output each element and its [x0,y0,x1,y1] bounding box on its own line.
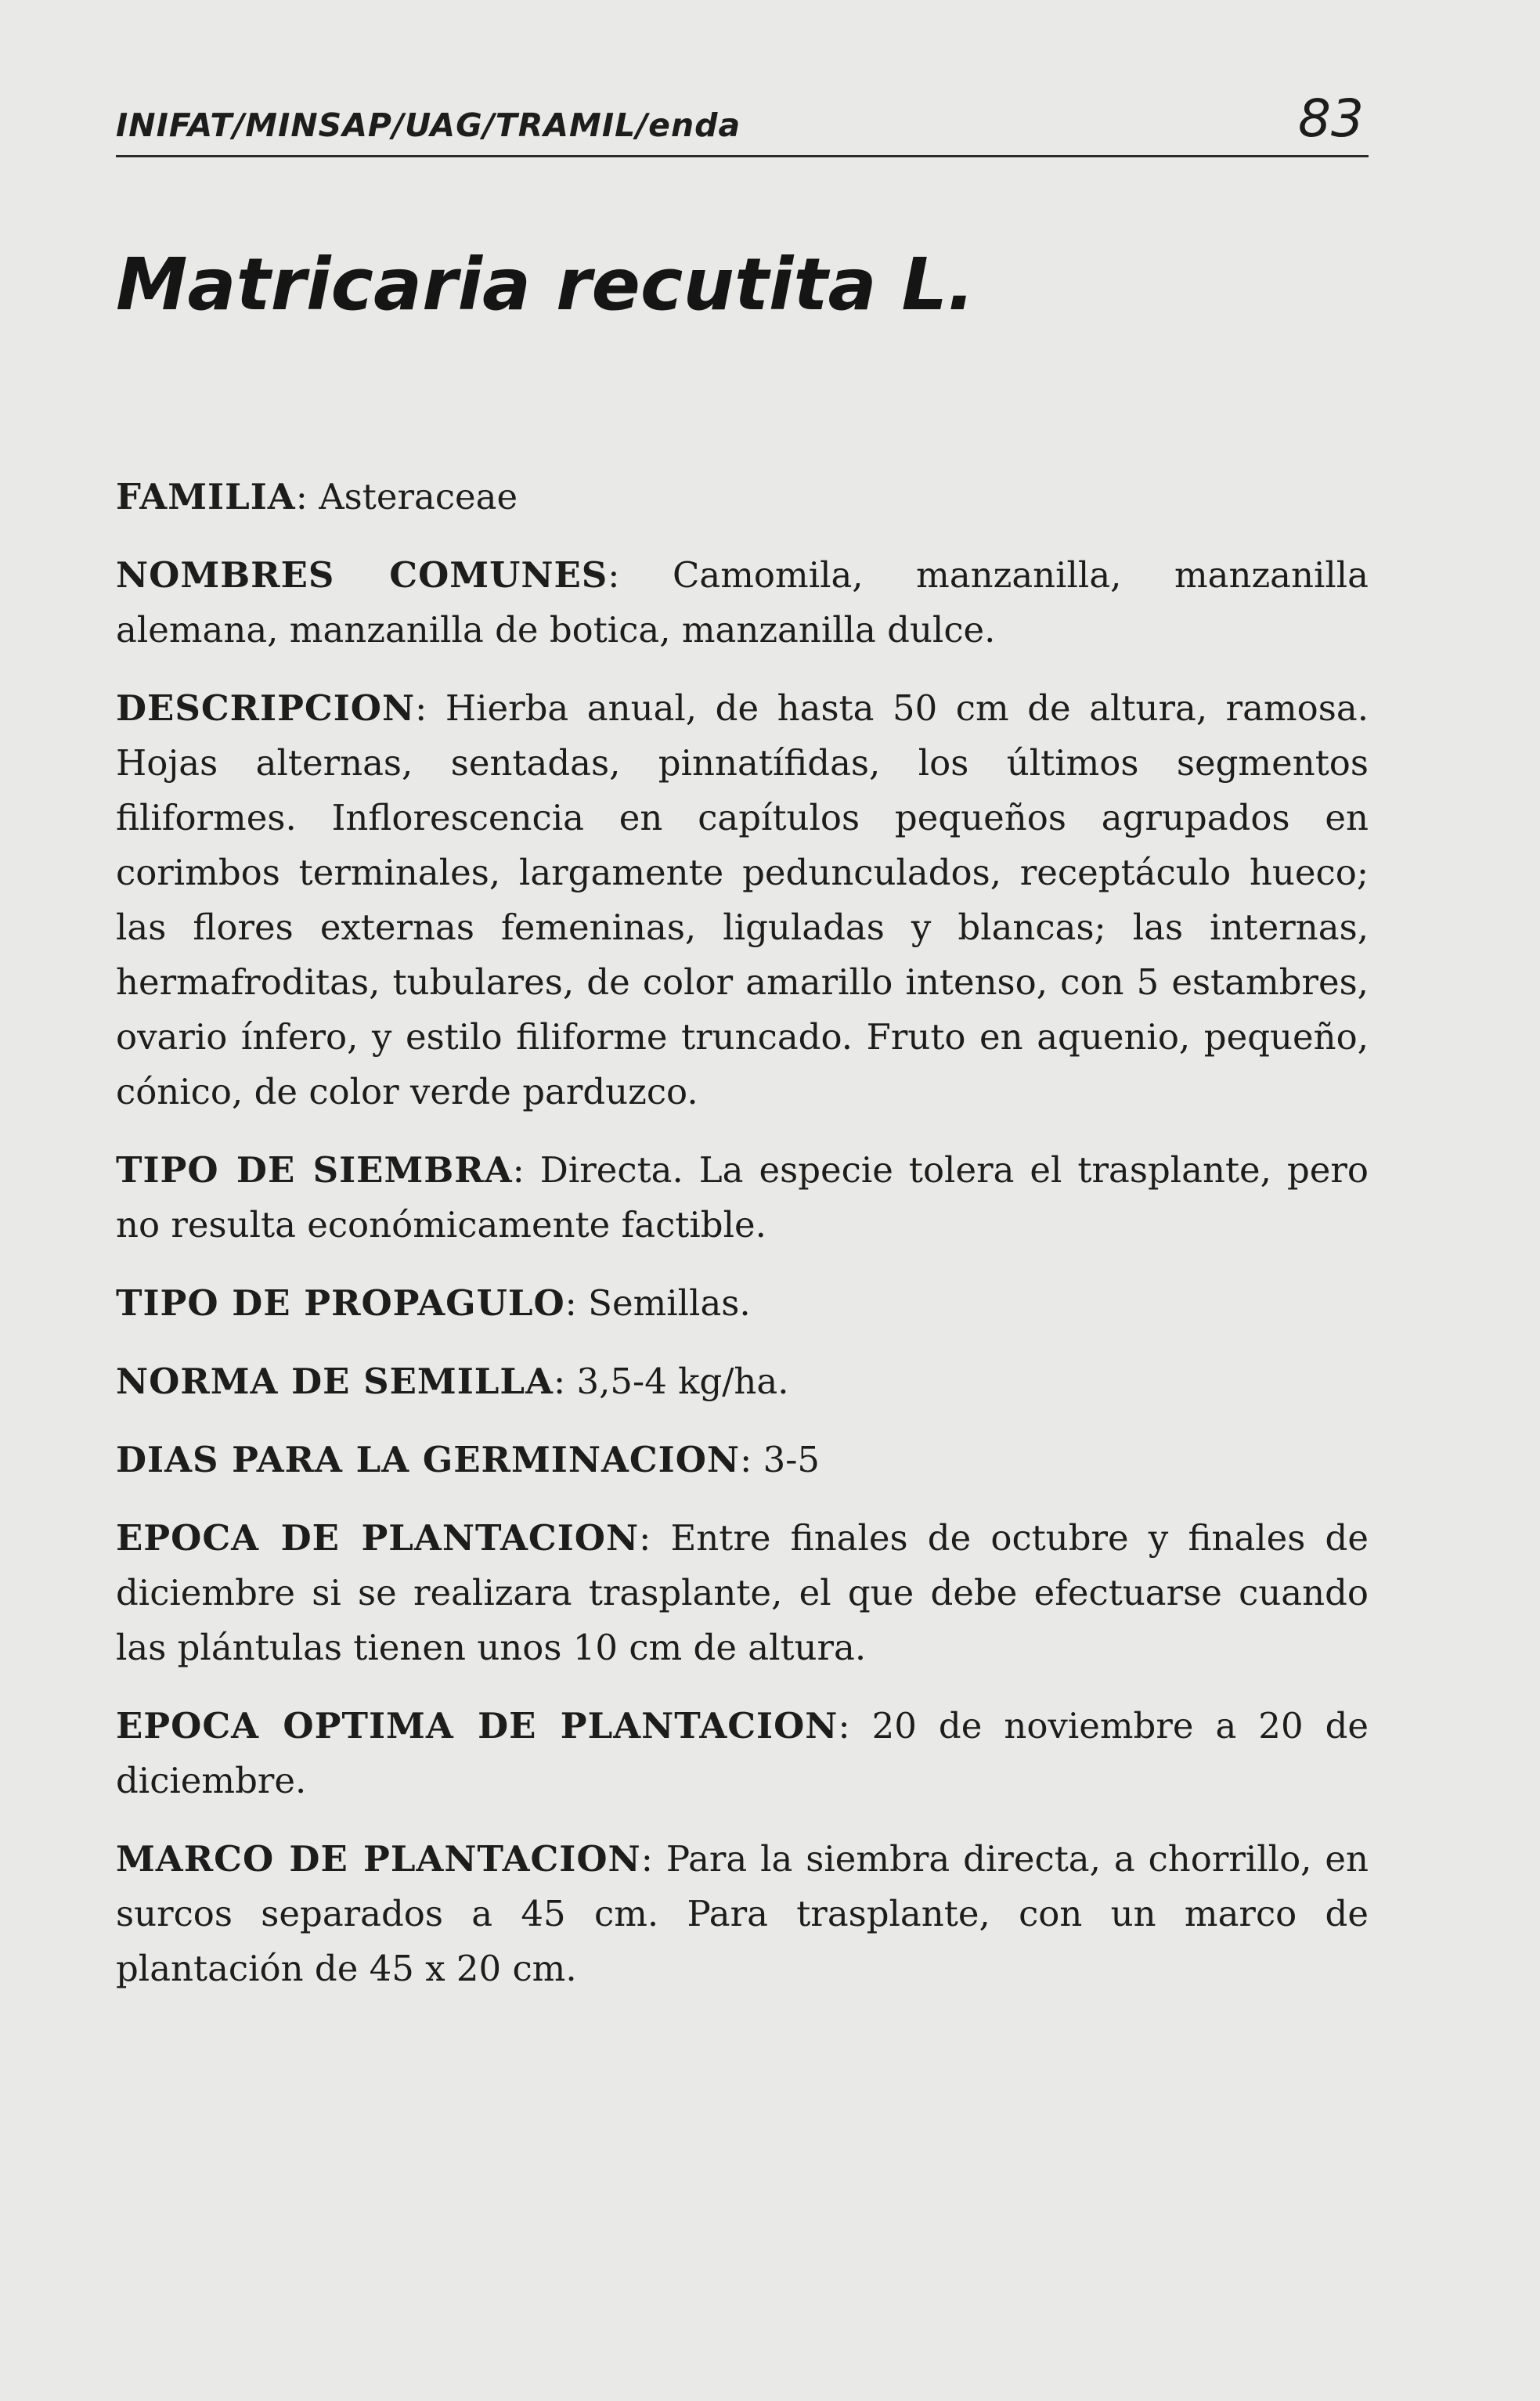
entry-separator: : [415,687,427,729]
entry-label: EPOCA DE PLANTACION [116,1517,640,1559]
species-content [116,470,1369,2020]
entry-text: Asteraceae [319,476,518,517]
entry-separator: : [640,1838,653,1880]
entry-text: 3,5-4 kg/ha. [576,1361,789,1402]
entry-marco-de-plantacion [116,1832,1369,1996]
header-source: INIFAT/MINSAP/UAG/TRAMIL/enda [116,106,741,144]
entry-label: DESCRIPCION [116,687,416,729]
entry-dias-para-la-germinacion [116,1433,1369,1487]
entry-label: NOMBRES COMUNES [116,554,608,596]
entry-text: Hierba anual, de hasta 50 cm de altura, ramosa. Hojas alternas, sentadas, pinnatífidas, los últimos segmentos filiformes. Inflorescencia en capítulos pequeños agrupados en corimbos terminales, largamente pedunculados, receptáculo hueco; las flores externas femeninas, liguladas y blancas; las internas, hermafroditas, tubulares, de color amarillo intenso, con 5 estambres, ovario ínfero, y estilo filiforme truncado. Fruto en aquenio, pequeño, cónico, de color verde parduzco. [116,687,1369,1112]
entry-tipo-de-siembra [116,1143,1369,1253]
entry-text: Directa. La especie tolera el trasplante, pero no resulta económicamente factible. [116,1149,1369,1246]
entry-separator: : [553,1361,566,1402]
entry-text: 3-5 [763,1439,820,1480]
entry-text: Para la siembra directa, a chorrillo, en surcos separados a 45 cm. Para trasplante, con un marco de plantación de 45 x 20 cm. [116,1838,1369,1989]
page-header [116,88,1369,157]
entry-label: TIPO DE SIEMBRA [116,1149,513,1191]
entry-label: MARCO DE PLANTACION [116,1838,641,1880]
entry-text: 20 de noviembre a 20 de diciembre. [116,1705,1369,1801]
entry-text: Entre finales de octubre y finales de diciembre si se realizara trasplante, el que debe efectuarse cuando las plántulas tienen unos 10 cm de altura. [116,1517,1369,1668]
entry-epoca-optima-de-plantacion [116,1699,1369,1808]
page-number: 83 [1298,88,1364,149]
entry-label: FAMILIA [116,476,296,517]
entry-nombres-comunes [116,548,1369,658]
entry-familia [116,470,1369,525]
entry-epoca-de-plantacion [116,1511,1369,1675]
entry-label: NORMA DE SEMILLA [116,1361,554,1402]
entry-separator: : [295,476,308,517]
entry-text: Camomila, manzanilla, manzanilla alemana, manzanilla de botica, manzanilla dulce. [116,554,1369,651]
entry-separator: : [639,1517,651,1559]
entry-descripcion [116,681,1369,1119]
entry-separator: : [740,1439,752,1480]
entry-tipo-de-propagulo [116,1276,1369,1331]
entry-separator: : [608,554,620,596]
entry-norma-de-semilla [116,1354,1369,1409]
entry-separator: : [512,1149,525,1191]
entry-text: Semillas. [588,1282,751,1324]
entry-label: TIPO DE PROPAGULO [116,1282,565,1324]
entry-label: EPOCA OPTIMA DE PLANTACION [116,1705,839,1747]
entry-separator: : [564,1282,577,1324]
entry-separator: : [838,1705,850,1747]
entry-label: DIAS PARA LA GERMINACION [116,1439,741,1480]
species-title: Matricaria recutita L. [116,243,976,326]
